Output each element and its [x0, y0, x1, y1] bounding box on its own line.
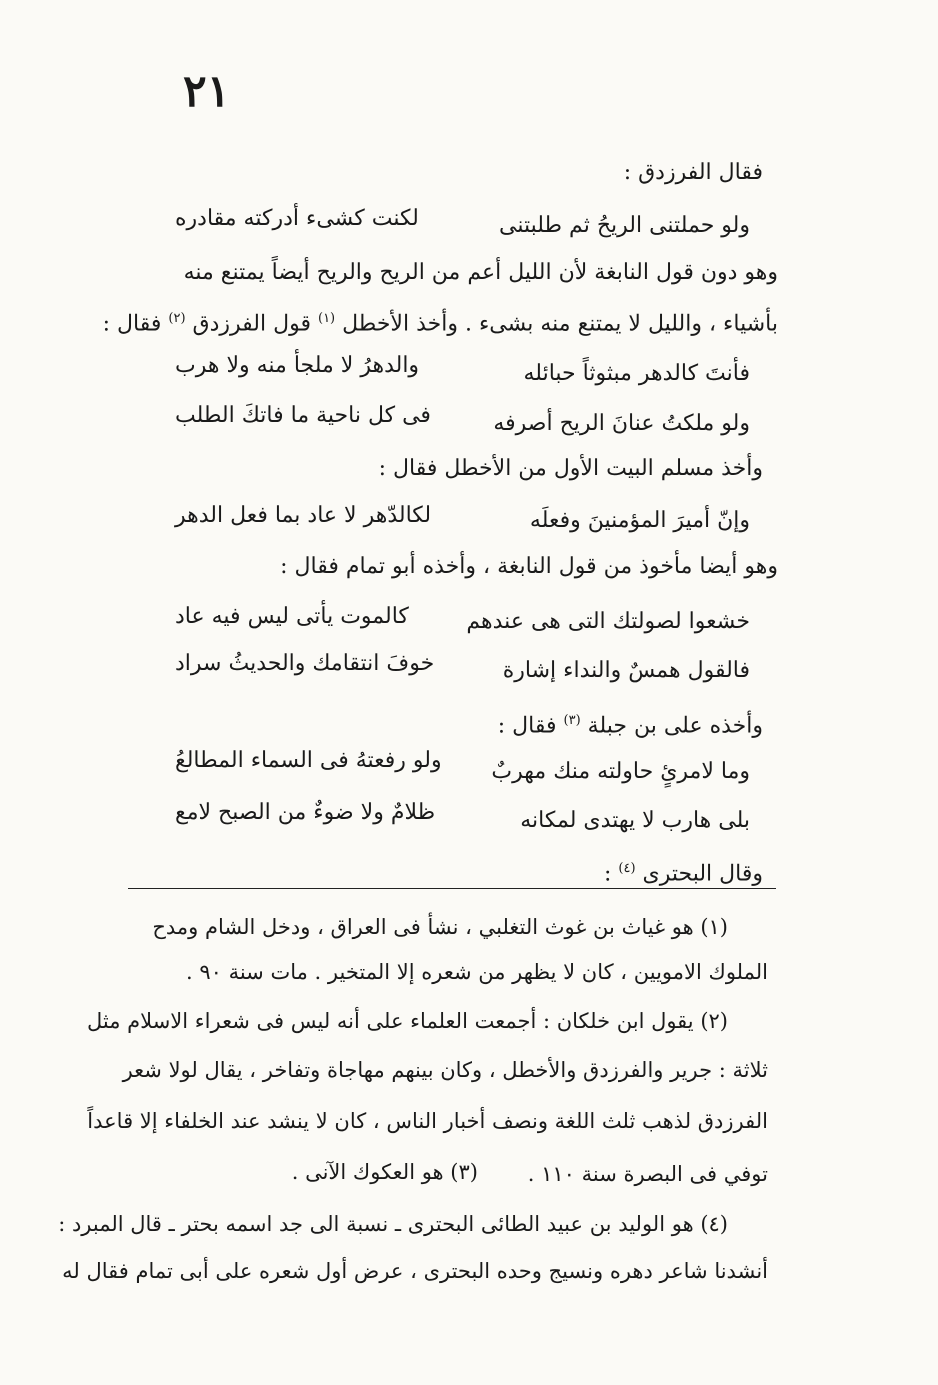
- verse-5-first-hemistich: خشعوا لصولتك التى هى عندهم: [466, 609, 750, 634]
- prose-line-2-text-b: قول الفرزدق: [192, 311, 311, 337]
- verse-3-second-hemistich: فى كل ناحية ما فاتكَ الطلب: [175, 403, 431, 428]
- footnote-2-line-1: (٢) يقول ابن خلكان : أجمعت العلماء على أنه ليس فى شعراء الاسلام مثل: [87, 1009, 728, 1033]
- footnote-2-line-4: توفي فى البصرة سنة ١١٠ .: [527, 1162, 768, 1186]
- intro-farazdaq: فقال الفرزدق :: [623, 160, 763, 185]
- prose-line-6-text-a: وقال البحترى: [642, 861, 763, 887]
- verse-6-second-hemistich: خوفَ انتقامك والحديثُ سراد: [175, 651, 435, 676]
- verse-2-first-hemistich: فأنتَ كالدهر مبثوثاً حبائله: [523, 361, 750, 386]
- verse-6-first-hemistich: فالقول همسٌ والنداء إشارة: [502, 658, 750, 683]
- verse-5-second-hemistich: كالموت يأتى ليس فيه عاد: [175, 604, 409, 629]
- verse-1-first-hemistich: ولو حملتنى الريحُ ثم طلبتنى: [499, 213, 750, 238]
- footnote-ref-2: (٢): [168, 311, 186, 326]
- footnote-1-line-2: الملوك الامويين ، كان لا يظهر من شعره إلا المتخير . مات سنة ٩٠ .: [185, 960, 768, 984]
- verse-1-second-hemistich: لكنت كشىء أدركته مقادره: [175, 206, 419, 231]
- verse-7-first-hemistich: وما لامرئٍ حاولته منك مهربٌ: [491, 759, 750, 784]
- footnote-1-line-1: (١) هو غياث بن غوث التغلبي ، نشأ فى العراق ، ودخل الشام ومدح: [152, 915, 728, 939]
- footnote-2-line-2: ثلاثة : جرير والفرزدق والأخطل ، وكان بينهم مهاجاة وتفاخر ، يقال لولا شعر: [122, 1058, 768, 1082]
- prose-line-2-text-c: فقال :: [102, 311, 162, 337]
- prose-line-6-text-b: :: [603, 861, 612, 887]
- verse-4-first-hemistich: وإنّ أميرَ المؤمنينَ وفعلَه: [529, 508, 750, 533]
- page-number: ٢١: [183, 66, 231, 117]
- prose-line-3: وأخذ مسلم البيت الأول من الأخطل فقال :: [378, 456, 763, 481]
- footnote-4-line-1: (٤) هو الوليد بن عبيد الطائى البحترى ـ نسبة الى جد اسمه بحتر ـ قال المبرد :: [58, 1212, 728, 1236]
- prose-line-5: [163, 705, 763, 737]
- prose-line-5-text-a: وأخذه على بن جبلة: [587, 713, 763, 739]
- prose-line-5-text-b: فقال :: [497, 713, 557, 739]
- verse-8-first-hemistich: بلى هارب لا يهتدى لمكانه: [520, 808, 750, 833]
- verse-8-second-hemistich: ظلامٌ ولا ضوءٌ من الصبح لامع: [175, 800, 436, 825]
- prose-line-6: [163, 853, 763, 885]
- footnote-ref-1: (١): [317, 311, 336, 326]
- verse-2-second-hemistich: والدهرُ لا ملجأ منه ولا هرب: [175, 353, 420, 378]
- footnote-4-line-2: أنشدنا شاعر دهره ونسيج وحده البحترى ، عرض أول شعره على أبى تمام فقال له: [62, 1259, 768, 1283]
- verse-3-first-hemistich: ولو ملكتُ عنانَ الريح أصرفه: [493, 411, 750, 436]
- verse-7-second-hemistich: ولو رفعتهُ فى السماء المطالعُ: [175, 748, 442, 773]
- prose-line-2: [88, 303, 778, 335]
- footnote-ref-3: (٣): [563, 713, 581, 728]
- prose-line-1: وهو دون قول النابغة لأن الليل أعم من الريح والريح أيضاً يمتنع منه: [183, 260, 778, 285]
- prose-line-2-text-a: بأشياء ، والليل لا يمتنع منه بشىء . وأخذ الأخطل: [342, 311, 778, 337]
- footnote-3: (٣) هو العكوك الآنى .: [291, 1160, 478, 1184]
- footnote-ref-4: (٤): [618, 861, 636, 876]
- prose-line-4: وهو أيضا مأخوذ من قول النابغة ، وأخذه أبو تمام فقال :: [280, 554, 778, 579]
- footnote-divider: [128, 888, 776, 889]
- verse-4-second-hemistich: لكالدّهر لا عاد بما فعل الدهر: [175, 503, 432, 528]
- footnote-2-line-3: الفرزدق لذهب ثلث اللغة ونصف أخبار الناس ، كان لا ينشد عند الخلفاء إلا قاعداً: [87, 1109, 768, 1133]
